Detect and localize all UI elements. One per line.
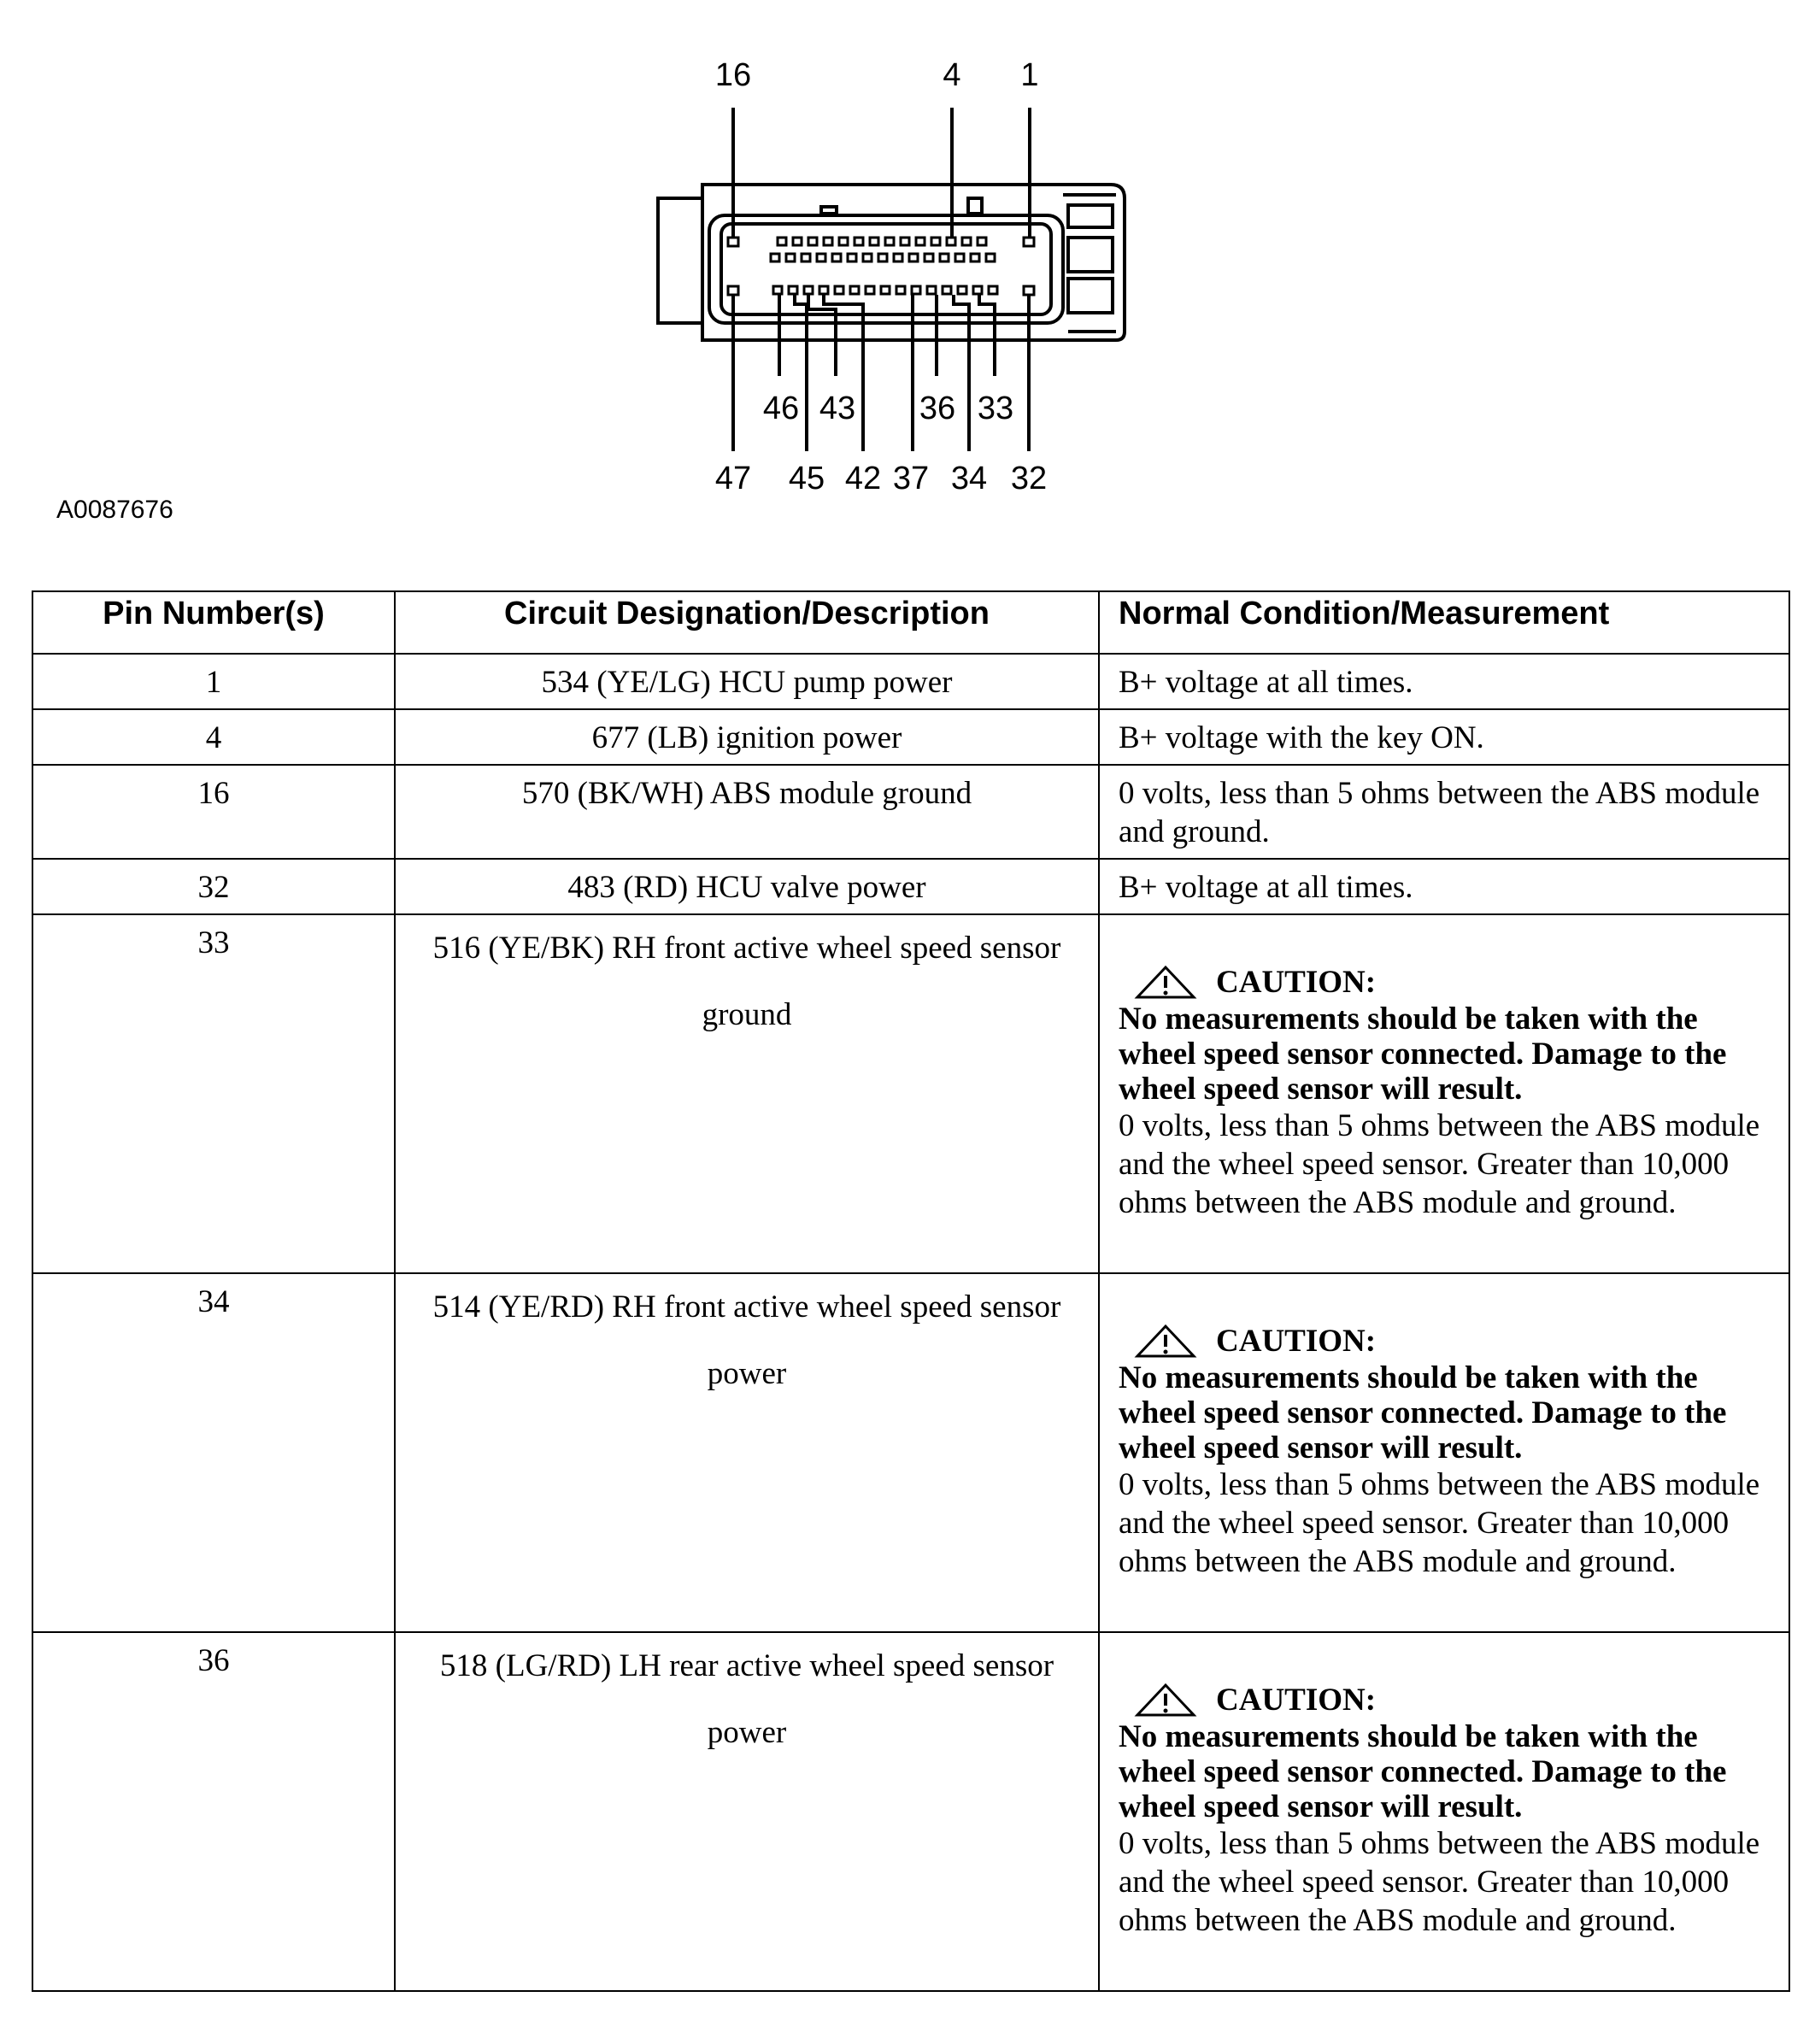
table-row [32,765,1789,859]
table-header-row [32,591,1789,654]
circuit-description: 570 (BK/WH) ABS module ground [395,765,1099,859]
figure-id: A0087676 [56,496,173,524]
connector-diagram [0,0,1815,547]
pin-number: 34 [32,1273,395,1632]
circuit-description: 483 (RD) HCU valve power [395,859,1099,914]
header-pin-number: Pin Number(s) [32,591,395,654]
pin-table [32,590,1790,1992]
pin-label-4: 4 [943,57,961,93]
caution-text: No measurements should be taken with the wheel speed sensor connected. Damage to the wheel speed sensor will result. [1119,1001,1727,1107]
circuit-description: 516 (YE/BK) RH front active wheel speed sensor ground [395,914,1099,1273]
pin-label-45: 45 [788,461,825,496]
condition-text: 0 volts, less than 5 ohms between the ABS module and the wheel speed sensor. Greater than 10,000 ohms between the ABS module and ground. [1119,1108,1760,1220]
warning-triangle-icon [1134,1683,1197,1718]
normal-condition: B+ voltage at all times. [1099,654,1789,709]
pin-number: 36 [32,1632,395,1991]
pin-label-32: 32 [1010,461,1048,496]
pin-label-33: 33 [977,391,1014,426]
table-row [32,1273,1789,1632]
pin-label-16: 16 [714,57,752,93]
pin-label-37: 37 [892,461,930,496]
caution-title: CAUTION: [1216,1324,1377,1359]
normal-condition [1099,1632,1789,1991]
pin-label-1: 1 [1020,57,1039,93]
caution-text: No measurements should be taken with the wheel speed sensor connected. Damage to the wheel speed sensor will result. [1119,1719,1727,1824]
condition-text: 0 volts, less than 5 ohms between the ABS module and the wheel speed sensor. Greater than 10,000 ohms between the ABS module and ground. [1119,1826,1760,1938]
caution-heading [1134,963,1773,1001]
caution-title: CAUTION: [1216,965,1377,1000]
normal-condition: B+ voltage at all times. [1099,859,1789,914]
circuit-description: 514 (YE/RD) RH front active wheel speed sensor power [395,1273,1099,1632]
warning-triangle-icon [1134,1324,1197,1360]
header-circuit: Circuit Designation/Description [395,591,1099,654]
pin-number: 4 [32,709,395,765]
table-row [32,1632,1789,1991]
pin-number: 32 [32,859,395,914]
condition-text: 0 volts, less than 5 ohms between the ABS module and the wheel speed sensor. Greater than 10,000 ohms between the ABS module and ground. [1119,1467,1760,1579]
pin-label-36: 36 [919,391,956,426]
caution-heading [1134,1322,1773,1360]
pin-number: 16 [32,765,395,859]
normal-condition: B+ voltage with the key ON. [1099,709,1789,765]
table-row [32,654,1789,709]
pin-label-43: 43 [819,391,856,426]
pin-label-34: 34 [950,461,988,496]
circuit-description: 534 (YE/LG) HCU pump power [395,654,1099,709]
normal-condition: 0 volts, less than 5 ohms between the ABS module and ground. [1099,765,1789,859]
pin-label-47: 47 [714,461,752,496]
circuit-description: 518 (LG/RD) LH rear active wheel speed sensor power [395,1632,1099,1991]
circuit-description: 677 (LB) ignition power [395,709,1099,765]
table-row [32,914,1789,1273]
table-row [32,859,1789,914]
pin-label-46: 46 [762,391,800,426]
header-condition: Normal Condition/Measurement [1099,591,1789,654]
pin-number: 1 [32,654,395,709]
warning-triangle-icon [1134,965,1197,1001]
caution-text: No measurements should be taken with the wheel speed sensor connected. Damage to the wheel speed sensor will result. [1119,1360,1727,1465]
caution-title: CAUTION: [1216,1683,1377,1718]
caution-heading [1134,1681,1773,1719]
normal-condition [1099,1273,1789,1632]
pin-label-42: 42 [844,461,882,496]
pin-number: 33 [32,914,395,1273]
normal-condition [1099,914,1789,1273]
table-row [32,709,1789,765]
